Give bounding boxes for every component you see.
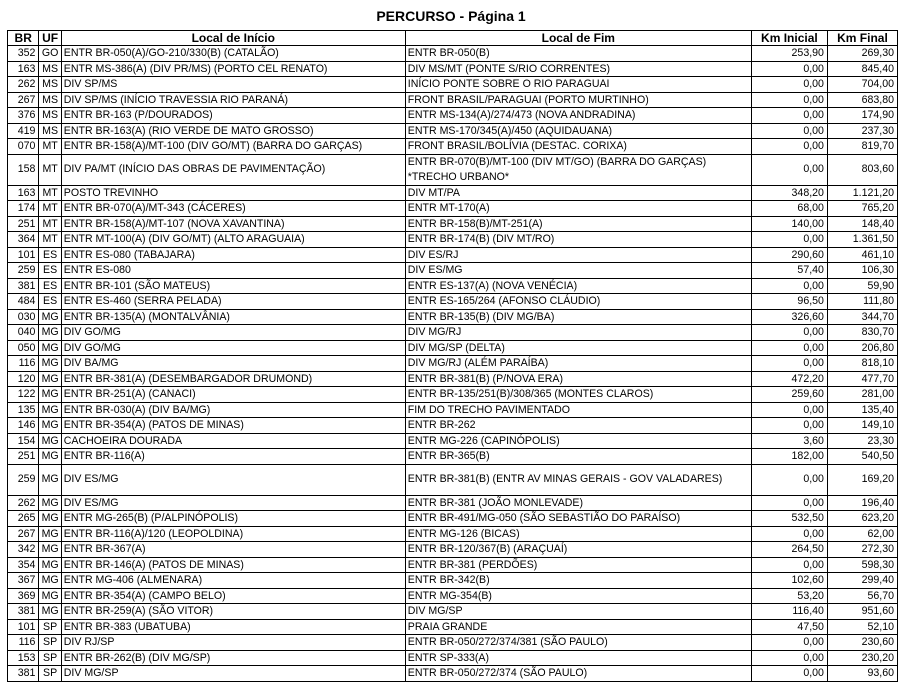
cell-br: 381 xyxy=(8,666,39,682)
cell-local-inicio: ENTR MT-100(A) (DIV GO/MT) (ALTO ARAGUAIA) xyxy=(61,232,405,248)
cell-uf: MS xyxy=(39,92,61,108)
cell-km-final: 135,40 xyxy=(827,402,897,418)
cell-br: 146 xyxy=(8,418,39,434)
cell-local-inicio: ENTR BR-116(A) xyxy=(61,449,405,465)
cell-local-inicio: ENTR ES-080 xyxy=(61,263,405,279)
header-local-inicio: Local de Início xyxy=(61,31,405,46)
cell-local-fim: ENTR MG-354(B) xyxy=(405,588,751,604)
cell-local-fim: ENTR BR-050(B) xyxy=(405,46,751,62)
cell-km-final: 148,40 xyxy=(827,216,897,232)
cell-km-final: 230,20 xyxy=(827,650,897,666)
table-row xyxy=(8,61,898,77)
cell-uf: SP xyxy=(39,619,61,635)
percurso-table xyxy=(7,30,898,682)
cell-br: 158 xyxy=(8,154,39,185)
cell-br: 050 xyxy=(8,340,39,356)
cell-km-final: 819,70 xyxy=(827,139,897,155)
cell-local-fim: ENTR MS-170/345(A)/450 (AQUIDAUANA) xyxy=(405,123,751,139)
cell-km-inicial: 116,40 xyxy=(751,604,827,620)
cell-km-inicial: 0,00 xyxy=(751,356,827,372)
cell-br: 265 xyxy=(8,511,39,527)
cell-local-fim: DIV MG/RJ xyxy=(405,325,751,341)
cell-uf: MG xyxy=(39,526,61,542)
cell-uf: MG xyxy=(39,402,61,418)
cell-local-inicio: ENTR BR-070(A)/MT-343 (CÁCERES) xyxy=(61,201,405,217)
table-row xyxy=(8,216,898,232)
cell-km-final: 344,70 xyxy=(827,309,897,325)
cell-local-inicio: DIV GO/MG xyxy=(61,340,405,356)
cell-local-inicio: CACHOEIRA DOURADA xyxy=(61,433,405,449)
cell-uf: MS xyxy=(39,61,61,77)
cell-local-fim: ENTR SP-333(A) xyxy=(405,650,751,666)
table-row xyxy=(8,402,898,418)
table-row xyxy=(8,340,898,356)
cell-uf: MG xyxy=(39,340,61,356)
table-row xyxy=(8,542,898,558)
cell-local-fim: ENTR BR-174(B) (DIV MT/RO) xyxy=(405,232,751,248)
table-row xyxy=(8,449,898,465)
cell-km-final: 1.361,50 xyxy=(827,232,897,248)
cell-km-final: 59,90 xyxy=(827,278,897,294)
cell-br: 070 xyxy=(8,139,39,155)
table-row xyxy=(8,464,898,495)
cell-local-inicio: ENTR MS-386(A) (DIV PR/MS) (PORTO CEL RENATO) xyxy=(61,61,405,77)
cell-km-inicial: 472,20 xyxy=(751,371,827,387)
cell-uf: ES xyxy=(39,247,61,263)
cell-uf: MG xyxy=(39,557,61,573)
cell-km-inicial: 326,60 xyxy=(751,309,827,325)
cell-km-inicial: 0,00 xyxy=(751,340,827,356)
cell-local-inicio: ENTR MG-265(B) (P/ALPINÓPOLIS) xyxy=(61,511,405,527)
cell-br: 163 xyxy=(8,61,39,77)
cell-km-inicial: 0,00 xyxy=(751,418,827,434)
cell-br: 342 xyxy=(8,542,39,558)
table-row xyxy=(8,92,898,108)
cell-local-fim: ENTR ES-165/264 (AFONSO CLÁUDIO) xyxy=(405,294,751,310)
table-row xyxy=(8,108,898,124)
cell-br: 120 xyxy=(8,371,39,387)
cell-local-inicio: ENTR BR-259(A) (SÃO VITOR) xyxy=(61,604,405,620)
cell-local-fim: ENTR BR-158(B)/MT-251(A) xyxy=(405,216,751,232)
cell-local-fim: ENTR BR-262 xyxy=(405,418,751,434)
table-row xyxy=(8,123,898,139)
cell-km-inicial: 348,20 xyxy=(751,185,827,201)
cell-km-inicial: 3,60 xyxy=(751,433,827,449)
cell-local-inicio: DIV GO/MG xyxy=(61,325,405,341)
cell-uf: MT xyxy=(39,185,61,201)
cell-local-inicio: DIV SP/MS (INÍCIO TRAVESSIA RIO PARANÁ) xyxy=(61,92,405,108)
cell-br: 101 xyxy=(8,247,39,263)
table-row xyxy=(8,371,898,387)
cell-local-inicio: ENTR BR-158(A)/MT-100 (DIV GO/MT) (BARRA DO GARÇAS) xyxy=(61,139,405,155)
cell-km-inicial: 68,00 xyxy=(751,201,827,217)
cell-km-final: 269,30 xyxy=(827,46,897,62)
cell-local-fim: ENTR MG-226 (CAPINÓPOLIS) xyxy=(405,433,751,449)
cell-uf: MG xyxy=(39,542,61,558)
cell-br: 381 xyxy=(8,604,39,620)
table-row xyxy=(8,201,898,217)
table-row xyxy=(8,387,898,403)
cell-local-fim: DIV MG/SP xyxy=(405,604,751,620)
cell-br: 262 xyxy=(8,77,39,93)
table-row xyxy=(8,418,898,434)
cell-local-inicio: DIV RJ/SP xyxy=(61,635,405,651)
cell-uf: MG xyxy=(39,433,61,449)
table-row xyxy=(8,278,898,294)
cell-km-inicial: 0,00 xyxy=(751,123,827,139)
cell-br: 354 xyxy=(8,557,39,573)
cell-local-inicio: ENTR BR-030(A) (DIV BA/MG) xyxy=(61,402,405,418)
cell-km-inicial: 182,00 xyxy=(751,449,827,465)
cell-local-inicio: DIV ES/MG xyxy=(61,495,405,511)
header-br: BR xyxy=(8,31,39,46)
cell-uf: GO xyxy=(39,46,61,62)
cell-uf: MT xyxy=(39,216,61,232)
cell-km-inicial: 102,60 xyxy=(751,573,827,589)
cell-br: 154 xyxy=(8,433,39,449)
cell-km-inicial: 264,50 xyxy=(751,542,827,558)
table-row xyxy=(8,46,898,62)
cell-local-fim: ENTR BR-135/251(B)/308/365 (MONTES CLAROS) xyxy=(405,387,751,403)
cell-uf: ES xyxy=(39,263,61,279)
cell-km-final: 237,30 xyxy=(827,123,897,139)
cell-br: 116 xyxy=(8,356,39,372)
cell-br: 369 xyxy=(8,588,39,604)
cell-local-inicio: DIV ES/MG xyxy=(61,464,405,495)
table-row xyxy=(8,526,898,542)
cell-local-fim: ENTR ES-137(A) (NOVA VENÉCIA) xyxy=(405,278,751,294)
table-row xyxy=(8,619,898,635)
table-row xyxy=(8,309,898,325)
cell-uf: MT xyxy=(39,201,61,217)
cell-local-inicio: ENTR BR-158(A)/MT-107 (NOVA XAVANTINA) xyxy=(61,216,405,232)
cell-km-final: 23,30 xyxy=(827,433,897,449)
table-row xyxy=(8,588,898,604)
cell-br: 174 xyxy=(8,201,39,217)
cell-uf: MS xyxy=(39,77,61,93)
cell-br: 267 xyxy=(8,92,39,108)
table-row xyxy=(8,185,898,201)
cell-local-fim: DIV ES/MG xyxy=(405,263,751,279)
cell-uf: MG xyxy=(39,325,61,341)
cell-km-inicial: 0,00 xyxy=(751,61,827,77)
cell-local-inicio: ENTR BR-354(A) (CAMPO BELO) xyxy=(61,588,405,604)
header-km-inicial: Km Inicial xyxy=(751,31,827,46)
cell-local-fim: ENTR MS-134(A)/274/473 (NOVA ANDRADINA) xyxy=(405,108,751,124)
cell-local-inicio: ENTR BR-146(A) (PATOS DE MINAS) xyxy=(61,557,405,573)
cell-uf: MG xyxy=(39,371,61,387)
cell-km-final: 174,90 xyxy=(827,108,897,124)
cell-km-final: 230,60 xyxy=(827,635,897,651)
cell-local-fim: ENTR BR-135(B) (DIV MG/BA) xyxy=(405,309,751,325)
cell-local-inicio: DIV BA/MG xyxy=(61,356,405,372)
table-row xyxy=(8,635,898,651)
cell-local-fim: ENTR MT-170(A) xyxy=(405,201,751,217)
table-body xyxy=(8,46,898,682)
cell-local-inicio: ENTR BR-251(A) (CANACI) xyxy=(61,387,405,403)
cell-km-final: 765,20 xyxy=(827,201,897,217)
cell-local-fim: ENTR BR-381 (PERDÕES) xyxy=(405,557,751,573)
table-row xyxy=(8,294,898,310)
cell-br: 122 xyxy=(8,387,39,403)
cell-km-final: 951,60 xyxy=(827,604,897,620)
cell-br: 030 xyxy=(8,309,39,325)
cell-km-inicial: 253,90 xyxy=(751,46,827,62)
cell-km-inicial: 0,00 xyxy=(751,77,827,93)
cell-km-final: 56,70 xyxy=(827,588,897,604)
cell-km-final: 803,60 xyxy=(827,154,897,185)
cell-km-final: 299,40 xyxy=(827,573,897,589)
cell-uf: MG xyxy=(39,511,61,527)
cell-uf: SP xyxy=(39,635,61,651)
cell-km-final: 845,40 xyxy=(827,61,897,77)
cell-uf: MG xyxy=(39,418,61,434)
table-row xyxy=(8,139,898,155)
cell-km-inicial: 0,00 xyxy=(751,154,827,185)
cell-km-inicial: 0,00 xyxy=(751,650,827,666)
table-row xyxy=(8,495,898,511)
cell-km-final: 818,10 xyxy=(827,356,897,372)
table-row xyxy=(8,263,898,279)
cell-local-fim: FRONT BRASIL/BOLÍVIA (DESTAC. CORIXA) xyxy=(405,139,751,155)
header-local-fim: Local de Fim xyxy=(405,31,751,46)
page-title: PERCURSO - Página 1 xyxy=(376,8,526,24)
header-uf: UF xyxy=(39,31,61,46)
cell-uf: MG xyxy=(39,604,61,620)
cell-local-fim: ENTR BR-381(B) (ENTR AV MINAS GERAIS - GOV VALADARES) xyxy=(405,464,751,495)
cell-km-final: 272,30 xyxy=(827,542,897,558)
cell-br: 367 xyxy=(8,573,39,589)
cell-uf: MG xyxy=(39,449,61,465)
cell-local-inicio: ENTR BR-116(A)/120 (LEOPOLDINA) xyxy=(61,526,405,542)
cell-br: 116 xyxy=(8,635,39,651)
table-row xyxy=(8,511,898,527)
table-row xyxy=(8,247,898,263)
cell-km-inicial: 0,00 xyxy=(751,325,827,341)
cell-br: 262 xyxy=(8,495,39,511)
cell-km-inicial: 0,00 xyxy=(751,139,827,155)
cell-km-final: 704,00 xyxy=(827,77,897,93)
cell-km-final: 461,10 xyxy=(827,247,897,263)
cell-km-inicial: 0,00 xyxy=(751,666,827,682)
cell-km-inicial: 532,50 xyxy=(751,511,827,527)
table-row xyxy=(8,77,898,93)
cell-km-inicial: 0,00 xyxy=(751,557,827,573)
table-row xyxy=(8,232,898,248)
cell-local-fim: ENTR BR-381 (JOÃO MONLEVADE) xyxy=(405,495,751,511)
cell-br: 381 xyxy=(8,278,39,294)
cell-km-inicial: 47,50 xyxy=(751,619,827,635)
cell-local-inicio: ENTR ES-080 (TABAJARA) xyxy=(61,247,405,263)
cell-km-inicial: 0,00 xyxy=(751,526,827,542)
cell-km-final: 106,30 xyxy=(827,263,897,279)
cell-km-inicial: 0,00 xyxy=(751,92,827,108)
cell-local-inicio: ENTR BR-163 (P/DOURADOS) xyxy=(61,108,405,124)
cell-km-final: 598,30 xyxy=(827,557,897,573)
cell-uf: MG xyxy=(39,387,61,403)
cell-uf: ES xyxy=(39,278,61,294)
cell-uf: MT xyxy=(39,232,61,248)
cell-km-inicial: 0,00 xyxy=(751,464,827,495)
cell-uf: MT xyxy=(39,139,61,155)
cell-local-inicio: ENTR ES-460 (SERRA PELADA) xyxy=(61,294,405,310)
cell-local-inicio: ENTR BR-367(A) xyxy=(61,542,405,558)
cell-local-inicio: POSTO TREVINHO xyxy=(61,185,405,201)
cell-local-fim: ENTR BR-120/367(B) (ARAÇUAÍ) xyxy=(405,542,751,558)
cell-uf: MS xyxy=(39,108,61,124)
cell-local-fim: DIV MT/PA xyxy=(405,185,751,201)
cell-br: 376 xyxy=(8,108,39,124)
cell-uf: MG xyxy=(39,464,61,495)
cell-br: 040 xyxy=(8,325,39,341)
cell-local-fim: ENTR BR-050/272/374 (SÃO PAULO) xyxy=(405,666,751,682)
cell-br: 251 xyxy=(8,449,39,465)
cell-local-fim: INÍCIO PONTE SOBRE O RIO PARAGUAI xyxy=(405,77,751,93)
cell-km-final: 52,10 xyxy=(827,619,897,635)
cell-br: 251 xyxy=(8,216,39,232)
cell-km-inicial: 0,00 xyxy=(751,108,827,124)
table-row xyxy=(8,325,898,341)
cell-br: 484 xyxy=(8,294,39,310)
cell-km-inicial: 259,60 xyxy=(751,387,827,403)
table-row xyxy=(8,650,898,666)
table-row xyxy=(8,573,898,589)
cell-br: 352 xyxy=(8,46,39,62)
cell-km-inicial: 140,00 xyxy=(751,216,827,232)
cell-km-final: 196,40 xyxy=(827,495,897,511)
table-row xyxy=(8,604,898,620)
cell-km-final: 1.121,20 xyxy=(827,185,897,201)
cell-km-inicial: 0,00 xyxy=(751,402,827,418)
cell-uf: MS xyxy=(39,123,61,139)
cell-br: 259 xyxy=(8,464,39,495)
cell-local-inicio: ENTR BR-354(A) (PATOS DE MINAS) xyxy=(61,418,405,434)
cell-local-fim: FIM DO TRECHO PAVIMENTADO xyxy=(405,402,751,418)
cell-km-inicial: 57,40 xyxy=(751,263,827,279)
cell-local-fim: PRAIA GRANDE xyxy=(405,619,751,635)
cell-local-inicio: ENTR BR-381(A) (DESEMBARGADOR DRUMOND) xyxy=(61,371,405,387)
cell-local-inicio: ENTR BR-163(A) (RIO VERDE DE MATO GROSSO) xyxy=(61,123,405,139)
cell-local-inicio: ENTR BR-262(B) (DIV MG/SP) xyxy=(61,650,405,666)
cell-br: 364 xyxy=(8,232,39,248)
cell-local-fim: ENTR BR-365(B) xyxy=(405,449,751,465)
cell-km-inicial: 53,20 xyxy=(751,588,827,604)
cell-km-final: 540,50 xyxy=(827,449,897,465)
cell-km-inicial: 0,00 xyxy=(751,232,827,248)
cell-local-inicio: ENTR BR-383 (UBATUBA) xyxy=(61,619,405,635)
cell-local-inicio: ENTR BR-050(A)/GO-210/330(B) (CATALÃO) xyxy=(61,46,405,62)
cell-km-inicial: 0,00 xyxy=(751,635,827,651)
cell-br: 267 xyxy=(8,526,39,542)
cell-uf: MG xyxy=(39,356,61,372)
cell-local-fim: ENTR BR-050/272/374/381 (SÃO PAULO) xyxy=(405,635,751,651)
cell-uf: MT xyxy=(39,154,61,185)
cell-local-inicio: DIV SP/MS xyxy=(61,77,405,93)
cell-km-final: 830,70 xyxy=(827,325,897,341)
cell-km-inicial: 0,00 xyxy=(751,278,827,294)
cell-local-fim: DIV MS/MT (PONTE S/RIO CORRENTES) xyxy=(405,61,751,77)
cell-km-final: 111,80 xyxy=(827,294,897,310)
cell-km-inicial: 96,50 xyxy=(751,294,827,310)
cell-local-fim: ENTR BR-070(B)/MT-100 (DIV MT/GO) (BARRA DO GARÇAS) *TRECHO URBANO* xyxy=(405,154,751,185)
cell-br: 163 xyxy=(8,185,39,201)
cell-local-fim: ENTR MG-126 (BICAS) xyxy=(405,526,751,542)
cell-km-final: 62,00 xyxy=(827,526,897,542)
cell-uf: MG xyxy=(39,309,61,325)
cell-local-fim: DIV MG/RJ (ALÉM PARAÍBA) xyxy=(405,356,751,372)
header-km-final: Km Final xyxy=(827,31,897,46)
cell-local-inicio: ENTR BR-101 (SÃO MATEUS) xyxy=(61,278,405,294)
cell-uf: SP xyxy=(39,650,61,666)
cell-br: 259 xyxy=(8,263,39,279)
cell-br: 153 xyxy=(8,650,39,666)
cell-km-final: 93,60 xyxy=(827,666,897,682)
cell-br: 135 xyxy=(8,402,39,418)
cell-local-fim: ENTR BR-491/MG-050 (SÃO SEBASTIÃO DO PARAÍSO) xyxy=(405,511,751,527)
cell-local-inicio: DIV PA/MT (INÍCIO DAS OBRAS DE PAVIMENTAÇÃO) xyxy=(61,154,405,185)
cell-local-fim: FRONT BRASIL/PARAGUAI (PORTO MURTINHO) xyxy=(405,92,751,108)
cell-km-final: 477,70 xyxy=(827,371,897,387)
cell-br: 419 xyxy=(8,123,39,139)
cell-local-fim: ENTR BR-342(B) xyxy=(405,573,751,589)
table-header-row xyxy=(8,31,898,46)
cell-local-fim: DIV MG/SP (DELTA) xyxy=(405,340,751,356)
cell-local-inicio: DIV MG/SP xyxy=(61,666,405,682)
cell-local-fim: ENTR BR-381(B) (P/NOVA ERA) xyxy=(405,371,751,387)
cell-km-final: 169,20 xyxy=(827,464,897,495)
cell-uf: MG xyxy=(39,495,61,511)
table-row xyxy=(8,433,898,449)
cell-uf: SP xyxy=(39,666,61,682)
cell-km-final: 206,80 xyxy=(827,340,897,356)
cell-local-inicio: ENTR MG-406 (ALMENARA) xyxy=(61,573,405,589)
cell-km-final: 149,10 xyxy=(827,418,897,434)
cell-km-final: 281,00 xyxy=(827,387,897,403)
cell-km-inicial: 0,00 xyxy=(751,495,827,511)
table-row xyxy=(8,557,898,573)
table-row xyxy=(8,356,898,372)
cell-km-inicial: 290,60 xyxy=(751,247,827,263)
cell-km-final: 683,80 xyxy=(827,92,897,108)
table-row xyxy=(8,666,898,682)
cell-uf: MG xyxy=(39,573,61,589)
cell-br: 101 xyxy=(8,619,39,635)
cell-km-final: 623,20 xyxy=(827,511,897,527)
cell-local-fim: DIV ES/RJ xyxy=(405,247,751,263)
cell-uf: ES xyxy=(39,294,61,310)
cell-uf: MG xyxy=(39,588,61,604)
table-row xyxy=(8,154,898,185)
cell-local-inicio: ENTR BR-135(A) (MONTALVÂNIA) xyxy=(61,309,405,325)
